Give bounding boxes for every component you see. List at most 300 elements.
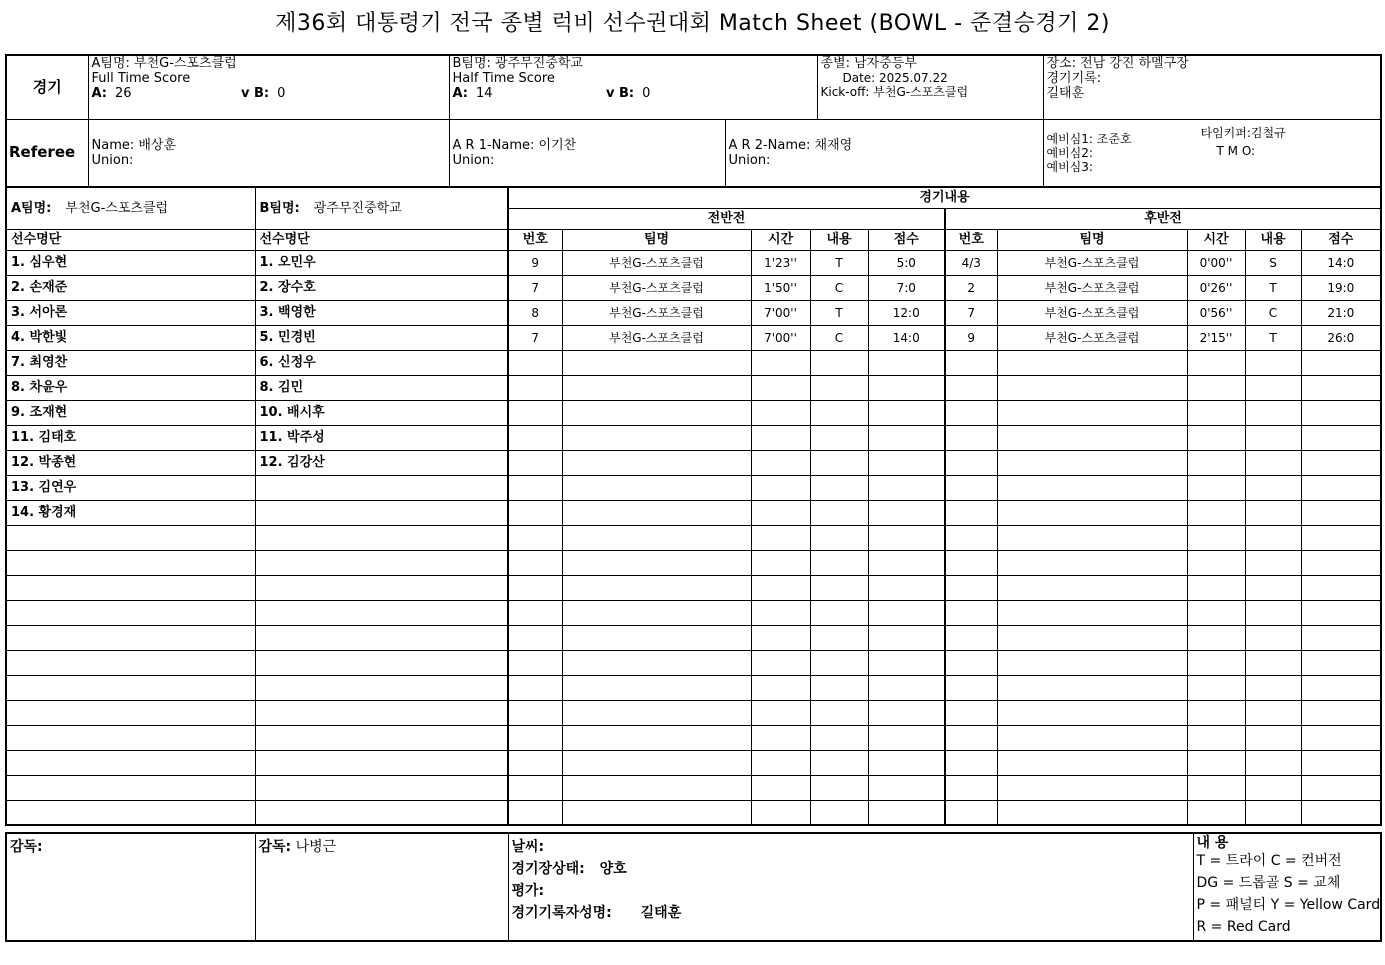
score-type (810, 800, 868, 825)
team-a-player (6, 625, 255, 650)
venue-cell (1043, 55, 1381, 119)
score-type (1245, 500, 1301, 525)
score-type (1245, 425, 1301, 450)
score-team (562, 425, 751, 450)
score-type (810, 475, 868, 500)
score-team: 부천G-스포츠클럽 (562, 300, 751, 325)
team-b-player (255, 600, 508, 625)
legend-title: 내 용 (1196, 835, 1229, 851)
score-number: 9 (508, 250, 562, 275)
team-a-player: 1. 심우현 (6, 250, 255, 275)
timekeeper: 타임키퍼:김철규 (1200, 125, 1286, 140)
team-a-player: 7. 최영찬 (6, 350, 255, 375)
team-a-player (6, 750, 255, 775)
footer-table (5, 832, 1382, 942)
referee-cell (88, 119, 449, 187)
score-time (751, 525, 810, 550)
column-header: 점수 (1301, 229, 1381, 250)
score-total (868, 775, 945, 800)
score-team (562, 800, 751, 825)
team-b-player (255, 575, 508, 600)
roster-and-scoring-table (5, 186, 1382, 826)
score-number (508, 800, 562, 825)
team-b-cell (449, 55, 817, 119)
score-type (810, 700, 868, 725)
score-number (508, 650, 562, 675)
team-b-player (255, 525, 508, 550)
score-number (945, 625, 997, 650)
score-total: 12:0 (868, 300, 945, 325)
score-total (1301, 750, 1381, 775)
score-time (751, 775, 810, 800)
team-a-player: 12. 박종현 (6, 450, 255, 475)
score-team: 부천G-스포츠클럽 (997, 300, 1187, 325)
score-time: 1'23'' (751, 250, 810, 275)
team-b-player (255, 675, 508, 700)
score-team (562, 550, 751, 575)
half-a-label: A: (452, 86, 469, 101)
match-date: Date: 2025.07.22 (842, 71, 948, 85)
score-time (751, 800, 810, 825)
legend-cell (1193, 833, 1381, 941)
table-row (6, 250, 1381, 275)
score-team (562, 675, 751, 700)
score-team (562, 350, 751, 375)
score-time (1187, 450, 1245, 475)
score-team (997, 700, 1187, 725)
score-number (945, 600, 997, 625)
score-type (1245, 525, 1301, 550)
score-type (1245, 675, 1301, 700)
table-row (6, 275, 1381, 300)
column-header: 시간 (751, 229, 810, 250)
score-number: 7 (945, 300, 997, 325)
score-time (1187, 800, 1245, 825)
score-number (945, 425, 997, 450)
score-time (1187, 675, 1245, 700)
team-b-player: 3. 백영한 (255, 300, 508, 325)
score-team: 부천G-스포츠클럽 (562, 250, 751, 275)
score-time (1187, 600, 1245, 625)
score-type (810, 525, 868, 550)
referee-label: Referee (6, 119, 88, 187)
score-time (1187, 375, 1245, 400)
score-number (508, 350, 562, 375)
team-b-player: 10. 배시후 (255, 400, 508, 425)
referee-name: Name: 배상훈 (91, 137, 177, 153)
score-type (1245, 700, 1301, 725)
ar2-name: A R 2-Name: 채재영 (728, 137, 853, 153)
score-total: 19:0 (1301, 275, 1381, 300)
score-total (868, 625, 945, 650)
score-type (810, 750, 868, 775)
team-a-name: A팀명: 부천G-스포츠클럽 (91, 56, 237, 71)
score-time: 0'26'' (1187, 275, 1245, 300)
team-b-name: B팀명: 광주무진중학교 (452, 56, 583, 71)
score-team (997, 575, 1187, 600)
table-row (6, 650, 1381, 675)
table-row (6, 625, 1381, 650)
score-type (1245, 625, 1301, 650)
table-row (6, 400, 1381, 425)
score-number (945, 800, 997, 825)
score-time (751, 725, 810, 750)
recorder-label: 경기기록: (1046, 71, 1102, 86)
score-number (945, 500, 997, 525)
coach-b-label: 감독: (258, 839, 292, 855)
score-total: 21:0 (1301, 300, 1381, 325)
score-number (945, 525, 997, 550)
team-a-player (6, 575, 255, 600)
score-number (508, 425, 562, 450)
team-a-roster-label: A팀명: (11, 200, 52, 216)
score-type (810, 625, 868, 650)
team-b-player (255, 550, 508, 575)
column-header: 번호 (945, 229, 997, 250)
score-number (945, 675, 997, 700)
score-total: 7:0 (868, 275, 945, 300)
score-number (508, 550, 562, 575)
team-b-player: 5. 민경빈 (255, 325, 508, 350)
score-type (810, 675, 868, 700)
score-time (1187, 400, 1245, 425)
score-team (997, 550, 1187, 575)
team-a-player: 13. 김연우 (6, 475, 255, 500)
team-a-roster-header (6, 187, 255, 229)
score-type (810, 425, 868, 450)
team-a-player (6, 700, 255, 725)
score-type (1245, 450, 1301, 475)
score-type: C (1245, 300, 1301, 325)
score-team: 부천G-스포츠클럽 (562, 325, 751, 350)
score-type (1245, 650, 1301, 675)
score-number: 7 (508, 325, 562, 350)
score-type: S (1245, 250, 1301, 275)
score-type (810, 650, 868, 675)
score-type (810, 575, 868, 600)
team-a-player (6, 600, 255, 625)
column-header: 번호 (508, 229, 562, 250)
score-total (1301, 700, 1381, 725)
team-a-player: 11. 김태호 (6, 425, 255, 450)
team-a-player: 2. 손재준 (6, 275, 255, 300)
field-value: 양호 (599, 861, 627, 877)
score-number (508, 700, 562, 725)
score-number: 2 (945, 275, 997, 300)
score-number: 9 (945, 325, 997, 350)
score-team (997, 650, 1187, 675)
score-total (868, 575, 945, 600)
half-time-score (453, 86, 814, 101)
team-b-player: 11. 박주성 (255, 425, 508, 450)
score-type (1245, 550, 1301, 575)
team-a-list-header: 선수명단 (6, 229, 255, 250)
score-time (1187, 525, 1245, 550)
score-number (945, 700, 997, 725)
score-number (945, 350, 997, 375)
score-total (868, 475, 945, 500)
team-b-player (255, 650, 508, 675)
half-time-label: Half Time Score (452, 71, 555, 86)
score-time (751, 700, 810, 725)
team-b-player (255, 725, 508, 750)
score-time (1187, 650, 1245, 675)
score-total (1301, 550, 1381, 575)
score-number (508, 775, 562, 800)
full-b-label: v B: (241, 86, 270, 101)
score-type (810, 500, 868, 525)
score-number (508, 400, 562, 425)
score-team (997, 425, 1187, 450)
score-number (945, 650, 997, 675)
score-type (1245, 575, 1301, 600)
score-team (562, 400, 751, 425)
score-type: T (1245, 325, 1301, 350)
legend-line: T = 트라이 C = 컨버전 (1196, 853, 1342, 869)
score-time (1187, 700, 1245, 725)
kickoff: Kick-off: 부천G-스포츠클럽 (820, 85, 969, 99)
score-team: 부천G-스포츠클럽 (997, 325, 1187, 350)
score-total (868, 425, 945, 450)
team-b-player: 1. 오민우 (255, 250, 508, 275)
score-time (751, 750, 810, 775)
table-row (6, 350, 1381, 375)
score-number (945, 475, 997, 500)
score-total (868, 400, 945, 425)
score-total (868, 550, 945, 575)
score-total (1301, 350, 1381, 375)
score-type: T (1245, 275, 1301, 300)
score-total (1301, 500, 1381, 525)
table-row (6, 450, 1381, 475)
score-number (945, 375, 997, 400)
table-row (6, 800, 1381, 825)
reserve-1: 예비심1: 조준호 (1046, 131, 1132, 146)
score-time (751, 450, 810, 475)
table-row (6, 700, 1381, 725)
score-total: 5:0 (868, 250, 945, 275)
score-type (1245, 775, 1301, 800)
score-type (1245, 475, 1301, 500)
category-cell (817, 55, 1043, 119)
table-row (6, 775, 1381, 800)
score-time (1187, 350, 1245, 375)
score-team (562, 650, 751, 675)
category: 종별: 남자중등부 (820, 56, 917, 71)
table-row (6, 325, 1381, 350)
team-b-player (255, 775, 508, 800)
score-type (810, 450, 868, 475)
score-number (508, 525, 562, 550)
score-time (1187, 725, 1245, 750)
score-number: 4/3 (945, 250, 997, 275)
legend-line: P = 패널티 Y = Yellow Card (1196, 897, 1381, 913)
coach-a-cell (6, 833, 255, 941)
score-time: 7'00'' (751, 325, 810, 350)
score-type (1245, 600, 1301, 625)
score-team (562, 625, 751, 650)
score-time (751, 425, 810, 450)
score-time (751, 650, 810, 675)
team-a-player: 4. 박한빛 (6, 325, 255, 350)
score-type: C (810, 325, 868, 350)
team-b-player (255, 800, 508, 825)
score-time: 7'00'' (751, 300, 810, 325)
score-type (1245, 750, 1301, 775)
table-row (6, 725, 1381, 750)
score-total (868, 700, 945, 725)
score-time (1187, 550, 1245, 575)
team-b-list-header: 선수명단 (255, 229, 508, 250)
team-a-player (6, 675, 255, 700)
score-type (810, 375, 868, 400)
column-header-row (6, 229, 1381, 250)
score-team (997, 525, 1187, 550)
match-content-header: 경기내용 (508, 187, 1381, 208)
score-number (508, 375, 562, 400)
score-type (1245, 800, 1301, 825)
score-total (868, 650, 945, 675)
team-a-player (6, 775, 255, 800)
score-time (751, 575, 810, 600)
score-time (751, 475, 810, 500)
score-total (1301, 475, 1381, 500)
score-type: C (810, 275, 868, 300)
score-team (997, 725, 1187, 750)
score-type (810, 600, 868, 625)
score-time (1187, 475, 1245, 500)
column-header: 팀명 (997, 229, 1187, 250)
score-time (1187, 775, 1245, 800)
team-b-roster-label: B팀명: (259, 200, 300, 216)
reserve-3: 예비심3: (1046, 159, 1093, 174)
team-b-roster-header (255, 187, 508, 229)
score-team (997, 625, 1187, 650)
team-a-roster-name: 부천G-스포츠클럽 (65, 200, 169, 216)
score-time (1187, 500, 1245, 525)
score-time: 0'00'' (1187, 250, 1245, 275)
table-row (6, 500, 1381, 525)
team-b-player: 6. 신정우 (255, 350, 508, 375)
table-row (6, 575, 1381, 600)
score-number (508, 600, 562, 625)
score-team (997, 350, 1187, 375)
score-total (868, 675, 945, 700)
conditions-cell (508, 833, 1193, 941)
score-time (751, 675, 810, 700)
column-header: 내용 (810, 229, 868, 250)
score-time (751, 350, 810, 375)
score-number (945, 575, 997, 600)
score-team (562, 750, 751, 775)
score-total (868, 600, 945, 625)
score-team (562, 700, 751, 725)
score-total: 14:0 (868, 325, 945, 350)
score-time (751, 375, 810, 400)
score-type (810, 775, 868, 800)
column-header: 팀명 (562, 229, 751, 250)
score-team (562, 525, 751, 550)
score-total (868, 350, 945, 375)
game-label: 경기 (6, 55, 88, 119)
team-b-player (255, 700, 508, 725)
team-b-roster-name: 광주무진중학교 (313, 200, 402, 216)
team-a-player (6, 525, 255, 550)
score-team (997, 400, 1187, 425)
score-team (997, 675, 1187, 700)
score-time: 1'50'' (751, 275, 810, 300)
score-team (997, 450, 1187, 475)
score-total (1301, 425, 1381, 450)
full-time-score (92, 86, 446, 101)
score-team (562, 450, 751, 475)
score-number (508, 725, 562, 750)
ar2-cell (725, 119, 1043, 187)
score-total (1301, 625, 1381, 650)
column-header: 내용 (1245, 229, 1301, 250)
score-team (562, 575, 751, 600)
score-number (508, 750, 562, 775)
score-time: 0'56'' (1187, 300, 1245, 325)
score-type (1245, 400, 1301, 425)
score-team (562, 375, 751, 400)
score-time (751, 600, 810, 625)
score-total: 26:0 (1301, 325, 1381, 350)
score-team (997, 750, 1187, 775)
score-number (945, 750, 997, 775)
score-total (1301, 450, 1381, 475)
score-total (868, 800, 945, 825)
score-type (1245, 725, 1301, 750)
score-total (1301, 650, 1381, 675)
score-type (1245, 350, 1301, 375)
recorder-name: 길태훈 (1046, 86, 1085, 101)
half-b-label: v B: (606, 86, 635, 101)
score-total: 14:0 (1301, 250, 1381, 275)
venue: 장소: 전남 강진 하멜구장 (1046, 56, 1189, 71)
reserve-cell (1043, 119, 1381, 187)
eval-label: 평가: (511, 883, 545, 899)
table-row (6, 750, 1381, 775)
score-type (810, 350, 868, 375)
score-time (751, 500, 810, 525)
score-number (945, 450, 997, 475)
team-a-player: 8. 차윤우 (6, 375, 255, 400)
score-time: 2'15'' (1187, 325, 1245, 350)
score-type (1245, 375, 1301, 400)
score-team: 부천G-스포츠클럽 (997, 250, 1187, 275)
team-a-player (6, 725, 255, 750)
score-number (508, 675, 562, 700)
score-number (508, 625, 562, 650)
referee-union: Union: (91, 152, 134, 168)
score-type: T (810, 300, 868, 325)
ar1-name: A R 1-Name: 이기찬 (452, 137, 577, 153)
team-a-player (6, 550, 255, 575)
score-total (868, 375, 945, 400)
ar1-cell (449, 119, 725, 187)
score-time (1187, 575, 1245, 600)
team-b-player: 2. 장수호 (255, 275, 508, 300)
full-time-label: Full Time Score (91, 71, 191, 86)
score-total (1301, 600, 1381, 625)
tmo: T M O: (1216, 143, 1256, 158)
score-type (810, 725, 868, 750)
field-label: 경기장상태: (511, 861, 585, 877)
score-team (997, 600, 1187, 625)
score-total (1301, 675, 1381, 700)
score-total (868, 525, 945, 550)
